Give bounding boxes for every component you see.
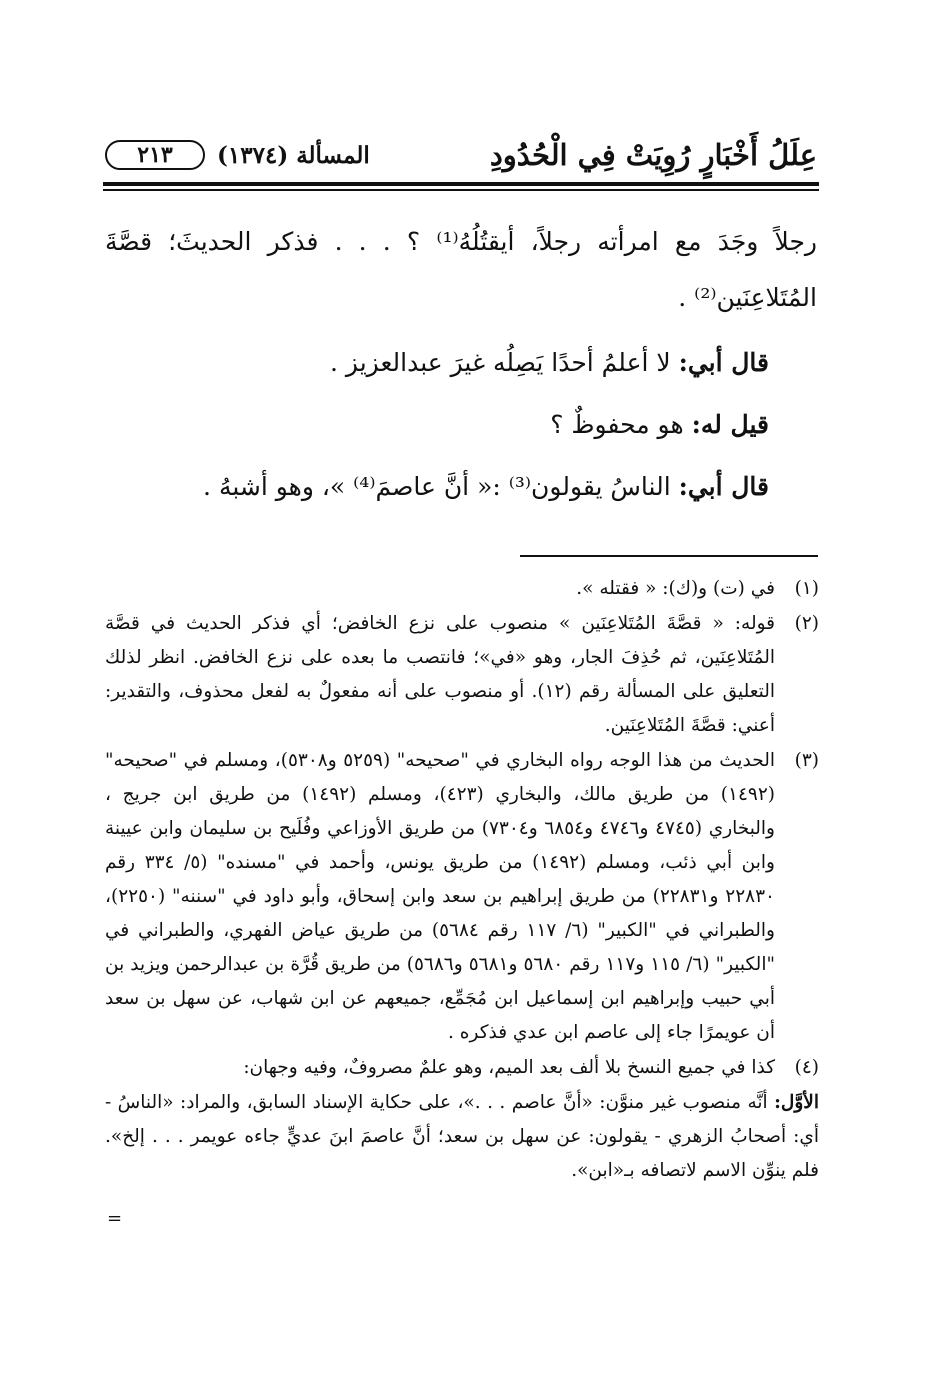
footnote-number: (١) xyxy=(794,578,819,599)
speaker-label: قال أبي: xyxy=(678,472,769,501)
page-number: ٢١٣ xyxy=(105,140,205,170)
qa-line xyxy=(105,456,817,518)
footnote-text: قوله: « قصَّةَ المُتَلاعِنَين » منصوب على نزع الخافض؛ أي فذكر الحديث في قصَّة المُتَلاعِنَين، ثم حُذِفَ الجار، وهو «في»؛ فانتصب ما بعده على نزع الخافض. انظر لذلك التعليق على المسألة رقم (١٢). أو منصوب على أنه مفعولٌ به لفعل محذوف، والتقدير: أعني: قصَّةَ المُتَلاعِنَين. xyxy=(105,613,776,736)
footnote xyxy=(105,744,819,1050)
speaker-label: قال أبي: xyxy=(678,348,769,377)
footnote xyxy=(105,607,819,743)
footnote-number: (٤) xyxy=(794,1057,819,1078)
footnote xyxy=(105,572,819,606)
opening-paragraph: رجلاً وجَدَ مع امرأته رجلاً، أيقتُلُهُ⁽¹⁾ ؟ . . . فذكر الحديثَ؛ قصَّةَ المُتَلاعِنَين⁽²⁾ . xyxy=(105,227,817,312)
qa-text: هو محفوظٌ ؟ xyxy=(550,410,692,439)
main-text xyxy=(105,214,817,518)
footnote-continuation xyxy=(105,1086,819,1188)
book-title: عِلَلُ أَخْبَارٍ رُوِيَتْ فِي الْحُدُودِ xyxy=(489,138,817,172)
footnote-text: الحديث من هذا الوجه رواه البخاري في "صحيحه" (٥٢٥٩ و٥٣٠٨)، ومسلم في "صحيحه" (١٤٩٢) من طريق مالك، والبخاري (٤٢٣)، ومسلم (١٤٩٢) من طريق ابن جريج ، والبخاري (٤٧٤٥ و٤٧٤٦ و٦٨٥٤ و٧٣٠٤) من طريق الأوزاعي وفُلَيح بن سليمان وابن عيينة وابن أبي ذئب، ومسلم (١٤٩٢) من طريق يونس، وأحمد في "مسنده" (٥/ ٣٣٤ رقم ٢٢٨٣٠ و٢٢٨٣١) من طريق إبراهيم بن سعد وابن إسحاق، وأبو داود في "سننه" (٢٢٥٠)، والطبراني في "الكبير" (٦/ ١١٧ رقم ٥٦٨٤) من طريق عياض الفهري، والطبراني في "الكبير" (٦/ ١١٥ و١١٧ رقم ٥٦٨٠ و٥٦٨١ و٥٦٨٦) من طريق قُرَّة بن عبدالرحمن ويزيد بن أبي حبيب وإبراهيم ابن إسماعيل ابن مُجَمِّع، جميعهم عن ابن شهاب، عن سهل بن سعد أن عويمرًا جاء إلى عاصم ابن عدي فذكره . xyxy=(105,750,775,1043)
footnote xyxy=(105,1051,819,1085)
footnotes xyxy=(105,572,819,1188)
footnote-separator xyxy=(520,555,818,557)
footnote-lead: الأوَّل: xyxy=(774,1092,819,1113)
footnote-continuation-text: أنَّه منصوب غير منوَّن: «أنَّ عاصم . . .»، على حكاية الإسناد السابق، والمراد: «الناسُ - أي: أصحابُ الزهري - يقولون: عن سهل بن سعد؛ أنَّ عاصمَ ابنَ عديٍّ جاءه عويمر . . . إلخ». فلم ينوِّن الاسم لاتصافه بـ«ابن». xyxy=(105,1092,819,1181)
continuation-mark: = xyxy=(107,1208,123,1229)
footnote-text: في (ت) و(ك): « فقتله ». xyxy=(576,578,775,599)
footnote-number: (٣) xyxy=(794,750,819,771)
qa-line xyxy=(105,332,817,394)
qa-line xyxy=(105,394,817,456)
header-rule-thin xyxy=(103,189,819,191)
issue-label: المسألة (١٣٧٤) xyxy=(217,142,370,169)
qa-text: الناسُ يقولون⁽³⁾ :« أنَّ عاصمَ⁽⁴⁾ »، وهو أشبهُ . xyxy=(203,472,679,501)
header-rule-thick xyxy=(103,182,819,186)
footnote-number: (٢) xyxy=(794,613,819,634)
footnote-text: كذا في جميع النسخ بلا ألف بعد الميم، وهو علمٌ مصروفٌ، وفيه وجهان: xyxy=(243,1057,775,1078)
qa-text: لا أعلمُ أحدًا يَصِلُه غيرَ عبدالعزيز . xyxy=(330,348,679,377)
running-header xyxy=(105,138,817,182)
speaker-label: قيل له: xyxy=(691,410,769,439)
